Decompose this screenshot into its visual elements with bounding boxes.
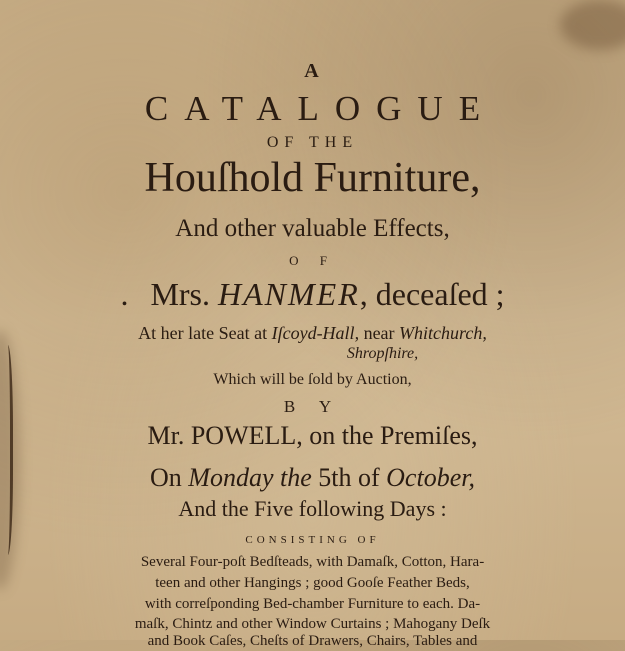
body-line: with correſponding Bed-chamber Furniture to each. Da-	[144, 596, 481, 612]
owner-prefix: Mrs.	[150, 276, 210, 312]
date-on: On	[150, 463, 189, 492]
body-line: Several Four-poſt Bedſteads, with Damaſk, Cotton, Hara-	[140, 554, 485, 570]
body-line: maſk, Chintz and other Window Curtains ; Mahogany Deſk	[134, 616, 491, 632]
owner-line	[0, 276, 625, 313]
by-line: B Y	[283, 397, 342, 416]
date-month: October,	[386, 463, 475, 492]
ink-dot: .	[120, 276, 129, 312]
seat-place: Iſcoyd-Hall,	[271, 323, 360, 343]
owner-name: HANMER	[218, 276, 360, 312]
date-fifth: 5th of	[311, 463, 387, 492]
auction-line: Which will be ſold by Auction,	[213, 371, 412, 388]
seat-line	[0, 323, 625, 344]
title-other-effects: And other valuable Effects,	[175, 215, 450, 242]
seat-town: Whitchurch,	[399, 323, 487, 343]
seat-near: near	[359, 323, 400, 343]
body-line: and Book Caſes, Cheſts of Drawers, Chairs, Tables and	[147, 633, 478, 649]
consisting-heading: CONSISTING OF	[245, 534, 380, 546]
owner-deceased: , deceaſed ;	[359, 276, 505, 312]
date-day: Monday the	[188, 463, 312, 492]
title-of-the: OF THE	[266, 134, 359, 151]
title-of: O F	[289, 253, 336, 268]
body-line: teen and other Hangings ; good Gooſe Feather Beds,	[155, 575, 470, 591]
seat-prefix: At her late Seat at	[138, 323, 268, 343]
title-catalogue: CATALOGUE	[144, 89, 497, 128]
auctioneer-line: Mr. POWELL, on the Premiſes,	[147, 421, 478, 450]
county-line: Shropſhire,	[346, 345, 419, 362]
date-line	[0, 463, 625, 493]
title-houshold-furniture: Houſhold Furniture,	[144, 155, 481, 201]
following-days-line: And the Five following Days :	[178, 496, 447, 521]
title-article: A	[304, 60, 321, 82]
